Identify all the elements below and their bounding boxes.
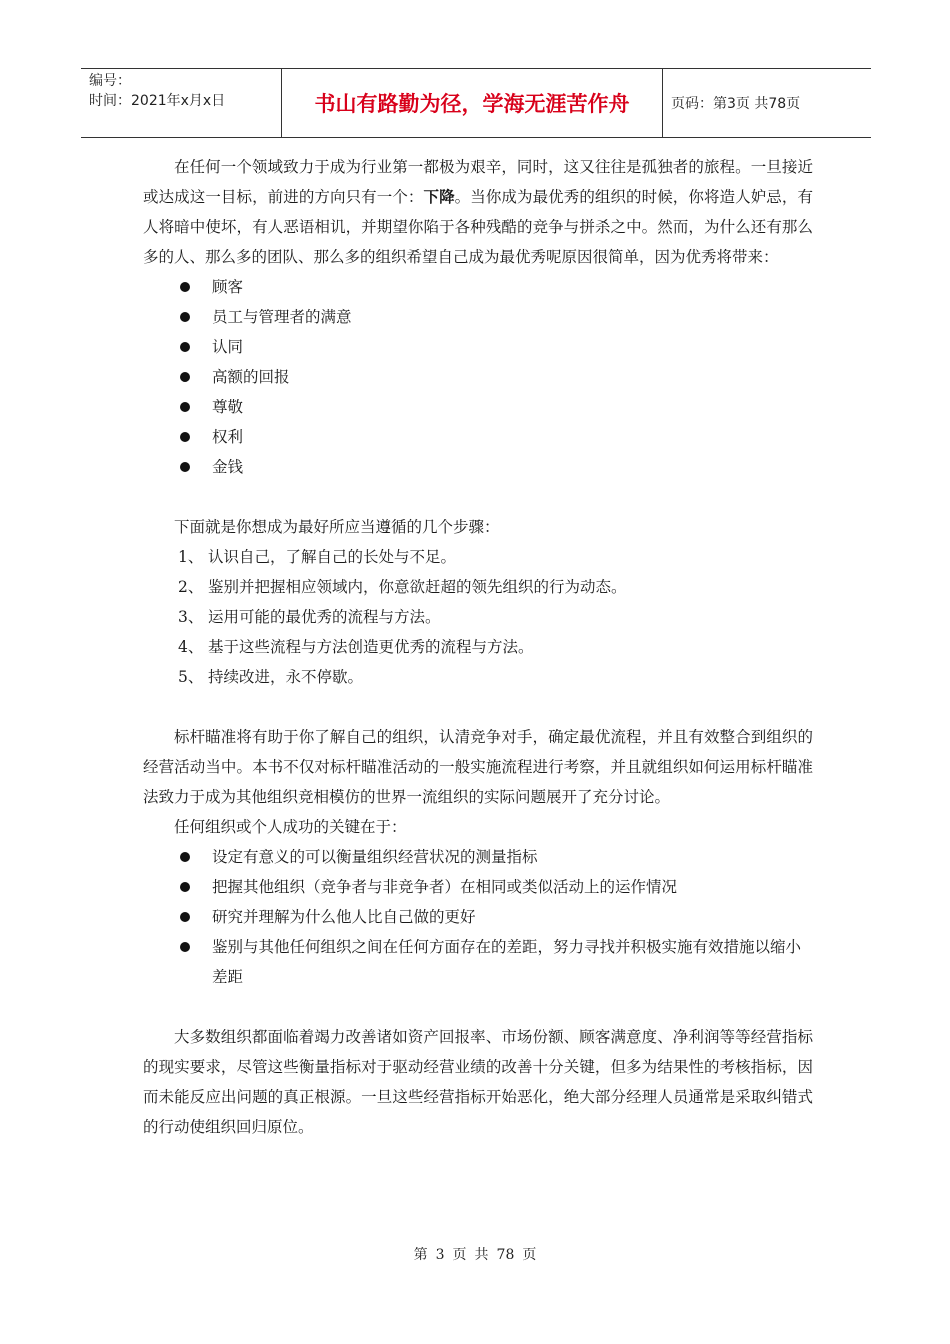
benchmark-paragraph: 标杆瞄准将有助于你了解自己的组织，认清竞争对手，确定最优流程，并且有效整合到组织的经营活动当中。本书不仅对标杆瞄准活动的一般实施流程进行考察，并且就组织如何运用标杆瞄准法致力于成为其他组织竞相模仿的世界一流组织的实际问题展开了充分讨论。 [143,728,813,806]
number-label: 编号： [89,73,131,89]
document-body [143,152,813,1142]
list-item: 金钱 [143,452,813,482]
page-info: 页码：第3页 共78页 [671,96,801,112]
bullet-icon [180,912,190,922]
spacer [143,482,813,512]
motto: 书山有路勤为径，学海无涯苦作舟 [282,69,663,137]
bullet-icon [180,852,190,862]
bullet-icon [180,462,190,472]
intro-paragraph [143,152,813,272]
list-item: 设定有意义的可以衡量组织经营状况的测量指标 [143,842,813,872]
list-item: 研究并理解为什么他人比自己做的更好 [143,902,813,932]
keys-intro: 任何组织或个人成功的关键在于： [174,818,407,836]
bullet-icon [180,342,190,352]
page-footer: 第 3 页 共 78 页 [413,1247,537,1263]
list-item: 鉴别与其他任何组织之间在任何方面存在的差距，努力寻找并积极实施有效措施以缩小差距 [143,932,813,992]
spacer [143,692,813,722]
list-item: 员工与管理者的满意 [143,302,813,332]
bullet-icon [180,942,190,952]
bullet-icon [180,282,190,292]
header-left-cell [81,69,282,137]
bullet-icon [180,312,190,322]
list-item: 2、 鉴别并把握相应领域内，你意欲赶超的领先组织的行为动态。 [178,578,627,596]
list-item: 尊敬 [143,392,813,422]
steps-intro: 下面就是你想成为最好所应当遵循的几个步骤： [174,518,500,536]
list-item: 1、 认识自己，了解自己的长处与不足。 [178,548,457,566]
benefits-list [143,272,813,482]
footer-total-pages: 78 [496,1247,515,1263]
intro-text-1: 在任何一个领域致力于成为行业第一都极为艰辛，同时，这又往往是孤独者的旅程。一旦接近或达成这一目标，前进的方向只有一个： [143,158,813,206]
bullet-icon [180,432,190,442]
list-item: 顾客 [143,272,813,302]
intro-highlight: 下降 [423,188,455,206]
spacer [143,992,813,1022]
header-table [81,68,871,138]
list-item: 3、 运用可能的最优秀的流程与方法。 [178,608,441,626]
bullet-icon [180,882,190,892]
list-item: 高额的回报 [143,362,813,392]
keys-list [143,842,813,992]
steps-list [143,542,813,692]
bullet-icon [180,402,190,412]
closing-paragraph: 大多数组织都面临着竭力改善诸如资产回报率、市场份额、顾客满意度、净利润等等经营指标的现实要求，尽管这些衡量指标对于驱动经营业绩的改善十分关键，但多为结果性的考核指标，因而未能反应出问题的真正根源。一旦这些经营指标开始恶化，绝大部分经理人员通常是采取纠错式的行动使组织回归原位。 [143,1028,813,1136]
bullet-icon [180,372,190,382]
list-item: 认同 [143,332,813,362]
intro-text-2: 。当你成为最优秀的组织的时候，你将造人妒忌，有人将暗中使坏，有人恶语相讥，并期望你陷于各种残酷的竞争与拼杀之中。然而，为什么还有那么多的人、那么多的团队、那么多的组织希望自己成为最优秀呢原因很简单，因为优秀将带来： [143,188,813,266]
time-label: 时间：2021年x月x日 [89,93,226,109]
list-item: 把握其他组织（竞争者与非竞争者）在相同或类似活动上的运作情况 [143,872,813,902]
list-item: 4、 基于这些流程与方法创造更优秀的流程与方法。 [178,638,534,656]
footer-page-number: 3 [435,1247,445,1263]
list-item: 权利 [143,422,813,452]
list-item: 5、 持续改进，永不停歇。 [178,668,364,686]
